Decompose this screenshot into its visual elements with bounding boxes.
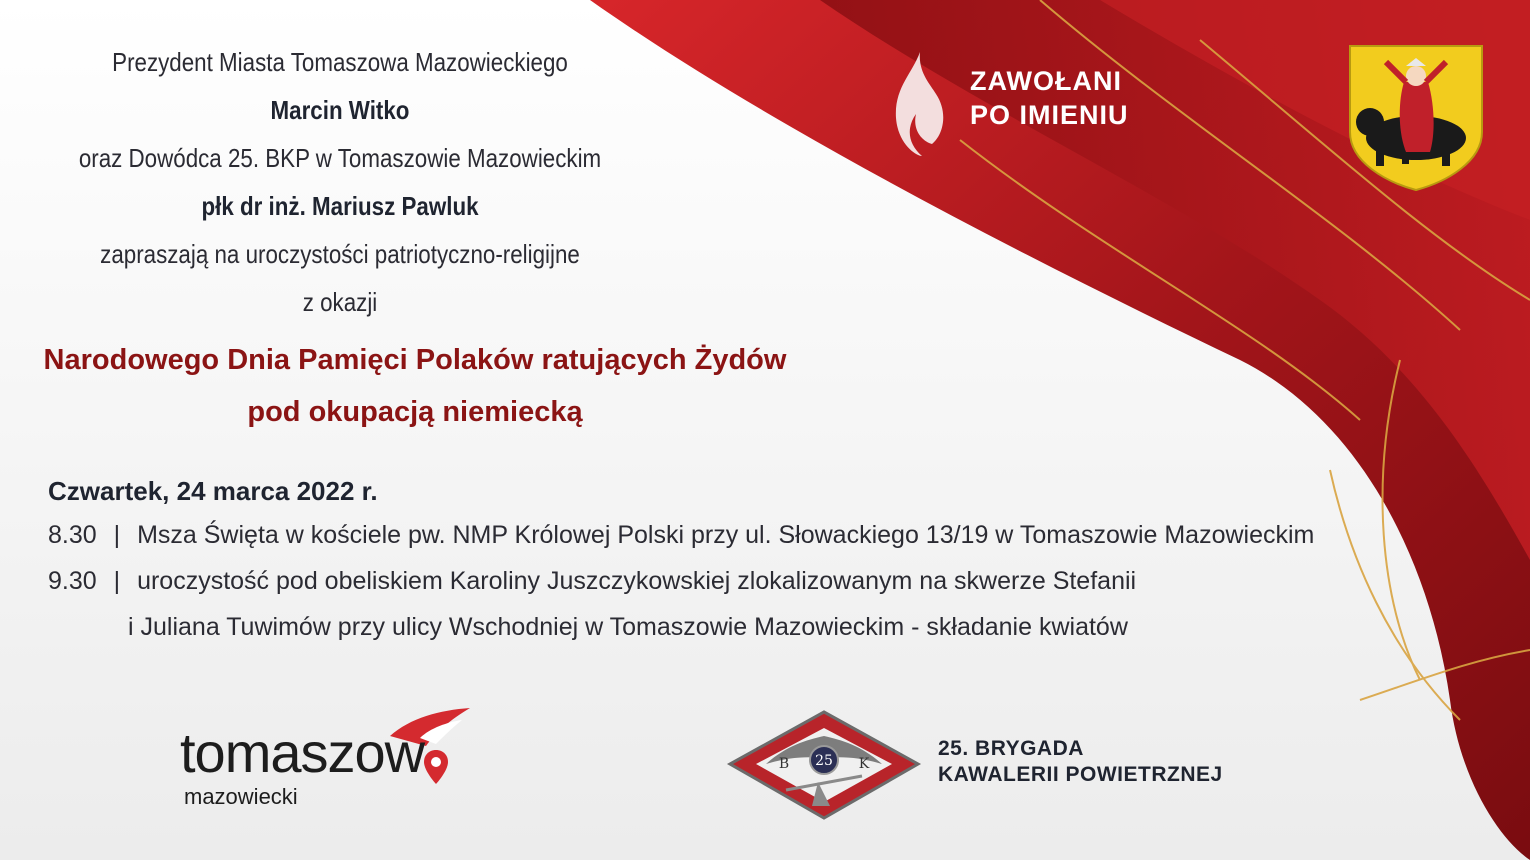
schedule-time: 9.30 bbox=[48, 567, 97, 595]
invitation-text bbox=[0, 38, 680, 326]
invite-line-mayor-name: Marcin Witko bbox=[270, 95, 410, 125]
zawolani-line2: PO IMIENIU bbox=[970, 100, 1129, 130]
event-date: Czwartek, 24 marca 2022 r. bbox=[48, 476, 378, 506]
tomaszow-logo bbox=[180, 706, 520, 826]
invite-line-president: Prezydent Miasta Tomaszowa Mazowieckiego bbox=[112, 47, 568, 77]
zawolani-line1: ZAWOŁANI bbox=[970, 66, 1122, 96]
badge-number: 25 bbox=[815, 753, 833, 769]
flame-icon bbox=[890, 48, 950, 160]
eagle-badge-icon bbox=[726, 706, 922, 822]
schedule-text-continuation: i Juliana Tuwimów przy ulicy Wschodniej w Tomaszowie Mazowieckim - składanie kwiatów bbox=[128, 613, 1128, 641]
tomaszow-wordmark: tomaszow bbox=[180, 721, 425, 784]
zawolani-logo bbox=[890, 48, 1150, 160]
brigade-logo bbox=[726, 706, 1266, 826]
schedule-item bbox=[48, 512, 1315, 558]
schedule-separator: | bbox=[113, 521, 121, 549]
invite-line-commander: oraz Dowódca 25. BKP w Tomaszowie Mazowieckim bbox=[78, 143, 602, 173]
event-schedule bbox=[48, 470, 1315, 650]
invite-line-invitation: zapraszają na uroczystości patriotyczno-religijne bbox=[100, 239, 580, 269]
schedule-separator: | bbox=[113, 567, 121, 595]
badge-letter-k: K bbox=[858, 756, 870, 772]
badge-letter-b: B bbox=[778, 756, 790, 772]
invite-line-commander-name: płk dr inż. Mariusz Pawluk bbox=[201, 191, 479, 221]
event-title bbox=[40, 334, 790, 438]
schedule-time: 8.30 bbox=[48, 521, 97, 549]
city-coat-of-arms-bear-icon bbox=[1346, 42, 1486, 192]
invite-line-occasion: z okazji bbox=[302, 287, 378, 317]
schedule-text: uroczystość pod obeliskiem Karoliny Juszczykowskiej zlokalizowanym na skwerze Stefanii bbox=[137, 567, 1137, 595]
event-title-line2: pod okupacją niemiecką bbox=[247, 396, 583, 428]
brigade-line2: KAWALERII POWIETRZNEJ bbox=[938, 763, 1223, 786]
event-title-line1: Narodowego Dnia Pamięci Polaków ratujących Żydów bbox=[43, 344, 787, 376]
brigade-line1: 25. BRYGADA bbox=[938, 737, 1084, 760]
location-pin-icon bbox=[424, 750, 448, 784]
schedule-text: Msza Święta w kościele pw. NMP Królowej Polski przy ul. Słowackiego 13/19 w Tomaszowie Mazowieckim bbox=[137, 521, 1315, 549]
schedule-item bbox=[48, 558, 1298, 604]
tomaszow-subtitle: mazowiecki bbox=[184, 784, 298, 809]
